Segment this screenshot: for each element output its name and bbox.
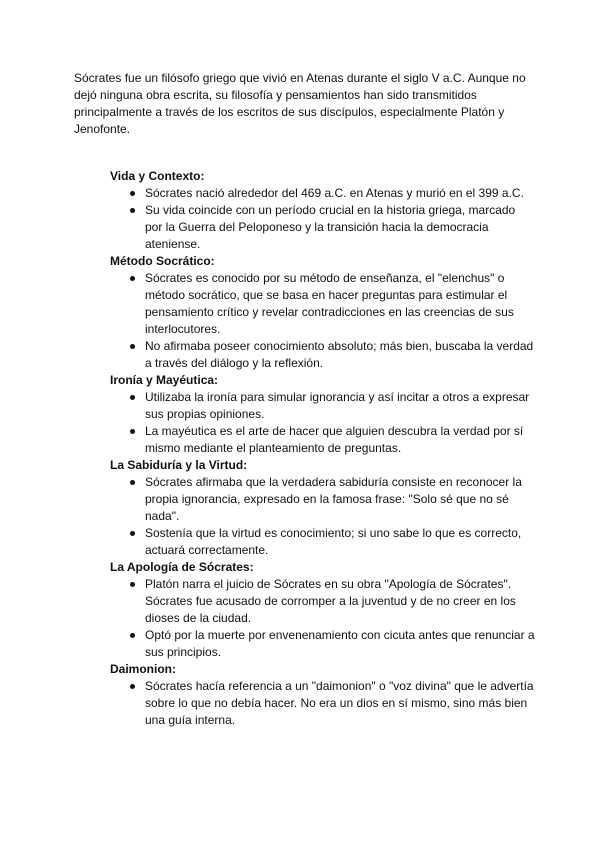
section-metodo-socratico	[110, 253, 535, 372]
list-item-text: Optó por la muerte por envenenamiento con cicuta antes que renunciar a sus principios.	[145, 628, 535, 659]
list-item-text: Su vida coincide con un período crucial en la historia griega, marcado por la Guerra del Peloponeso y la transición hacia la democracia ateniense.	[145, 203, 516, 251]
bullet-list	[110, 185, 535, 253]
bullet-icon	[130, 480, 135, 485]
list-item-text: Sócrates hacía referencia a un "daimonion" o "voz divina" que le advertía sobre lo que no debía hacer. No era un dios en sí mismo, sino más bien una guía interna.	[145, 679, 534, 727]
bullet-list	[110, 576, 535, 661]
section-daimonion	[110, 661, 535, 729]
section-heading: Vida y Contexto:	[110, 169, 205, 183]
bullet-icon	[130, 276, 135, 281]
bullet-icon	[130, 531, 135, 536]
list-item-text: La mayéutica es el arte de hacer que alguien descubra la verdad por sí mismo mediante el planteamiento de preguntas.	[145, 424, 524, 455]
list-item-text: Sócrates afirmaba que la verdadera sabiduría consiste en reconocer la propia ignorancia, expresado en la famosa frase: "Solo sé que no sé nada".	[145, 475, 522, 523]
bullet-icon	[130, 395, 135, 400]
section-heading: Daimonion:	[110, 662, 176, 676]
list-item	[110, 474, 535, 525]
list-item	[110, 576, 535, 627]
list-item-text: Sócrates nació alrededor del 469 a.C. en Atenas y murió en el 399 a.C.	[145, 186, 524, 200]
section-heading: Ironía y Mayéutica:	[110, 373, 219, 387]
list-item	[110, 525, 535, 559]
section-heading: La Sabiduría y la Virtud:	[110, 458, 248, 472]
list-item-text: Sócrates es conocido por su método de enseñanza, el "elenchus" o método socrático, que se basa en hacer preguntas para estimular el pensamiento crítico y revelar contradicciones en las creencias de sus interlocutores.	[145, 271, 514, 336]
list-item-text: Platón narra el juicio de Sócrates en su obra "Apología de Sócrates". Sócrates fue acusado de corromper a la juventud y de no creer en los dioses de la ciudad.	[145, 577, 516, 625]
section-sabiduria-virtud	[110, 457, 535, 559]
list-item	[110, 185, 535, 202]
bullet-list	[110, 678, 535, 729]
section-apologia	[110, 559, 535, 661]
bullet-list	[110, 389, 535, 457]
bullet-icon	[130, 633, 135, 638]
bullet-icon	[130, 208, 135, 213]
intro-paragraph: Sócrates fue un filósofo griego que vivió en Atenas durante el siglo V a.C. Aunque no dejó ninguna obra escrita, su filosofía y pensamientos han sido transmitidos principalmente a través de los escritos de sus discípulos, especialmente Platón y Jenofonte.	[74, 71, 526, 136]
list-item-text: No afirmaba poseer conocimiento absoluto; más bien, buscaba la verdad a través del diálogo y la reflexión.	[145, 339, 534, 370]
section-heading: Método Socrático:	[110, 254, 215, 268]
bullet-icon	[130, 429, 135, 434]
bullet-icon	[130, 582, 135, 587]
sections-list	[110, 168, 535, 729]
list-item	[110, 678, 535, 729]
bullet-icon	[130, 344, 135, 349]
list-item	[110, 338, 535, 372]
list-item	[110, 270, 535, 338]
bullet-list	[110, 270, 535, 372]
section-vida-contexto	[110, 168, 535, 253]
list-item	[110, 202, 535, 253]
section-ironia-mayeutica	[110, 372, 535, 457]
bullet-icon	[130, 191, 135, 196]
section-heading: La Apología de Sócrates:	[110, 560, 254, 574]
list-item-text: Sostenía que la virtud es conocimiento; si uno sabe lo que es correcto, actuará correctamente.	[145, 526, 522, 557]
bullet-icon	[130, 684, 135, 689]
list-item	[110, 627, 535, 661]
list-item	[110, 423, 535, 457]
bullet-list	[110, 474, 535, 559]
list-item-text: Utilizaba la ironía para simular ignorancia y así incitar a otros a expresar sus propias opiniones.	[145, 390, 530, 421]
list-item	[110, 389, 535, 423]
